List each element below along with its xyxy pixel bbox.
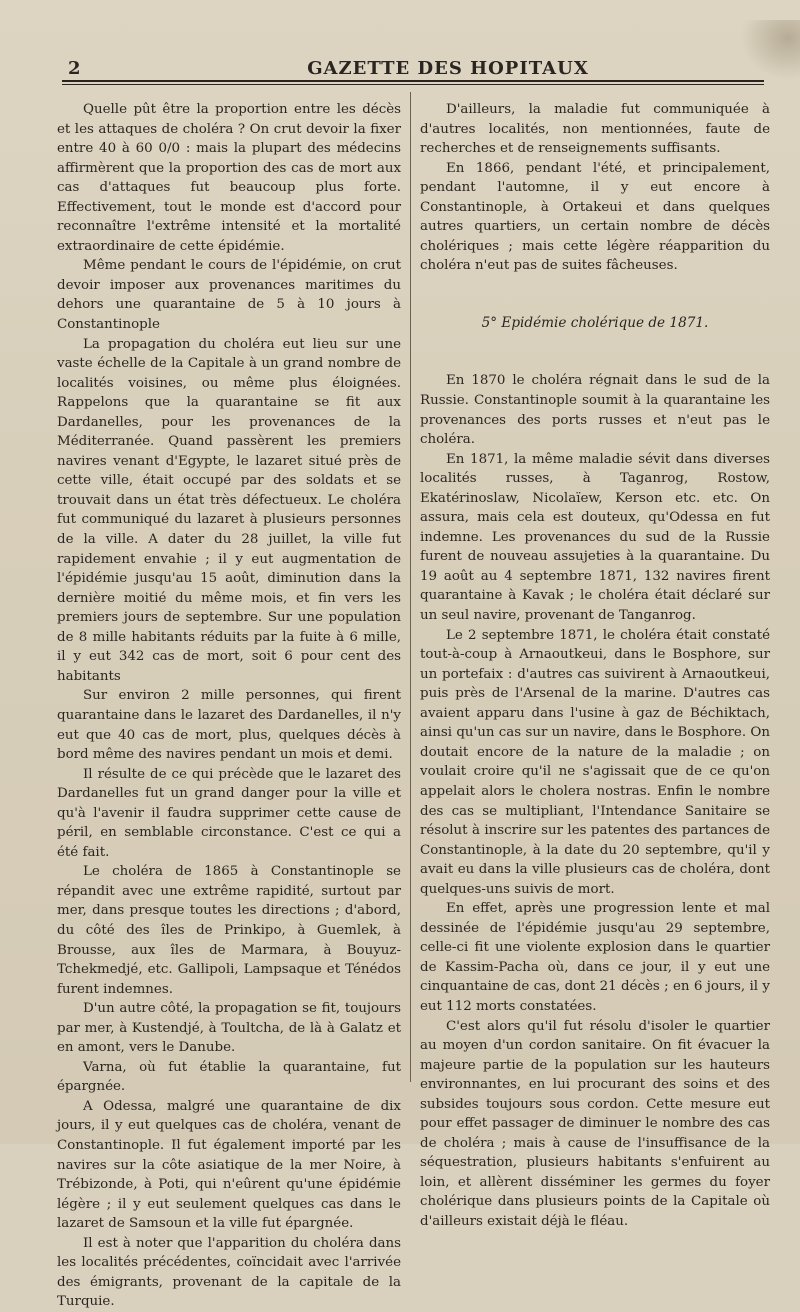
paragraph: La propagation du choléra eut lieu sur une vaste échelle de la Capitale à un grand nombre de localités voisines, ou même plus éloignées. Rappelons que la quarantaine se fit aux Dardanelles, pour les provenances de la Méditerranée. Quand passèrent les premiers navires venant d'Egypte, le lazaret situé près de cette ville, était occupé par des soldats et se trouvait dans un état très défectueux. Le choléra fut communiqué du lazaret à plusieurs personnes de la ville. A dater du 28 juillet, la ville fut rapidement envahie ; il y eut augmentation de l'épidémie jusqu'au 15 août, diminution dans la dernière moitié du même mois, et fin vers les premiers jours de septembre. Sur une population de 8 mille habitants réduits par la fuite à 6 mille, il y eut 342 cas de mort, soit 6 pour cent des habitants [57,336,401,684]
column-divider [410,92,411,1082]
paragraph: D'un autre côté, la propagation se fit, toujours par mer, à Kustendjé, à Toultcha, de là à Galatz et en amont, vers le Danube. [57,1001,401,1056]
paragraph: Même pendant le cours de l'épidémie, on crut devoir imposer aux provenances maritimes du dehors une quarantaine de 5 à 10 jours à Constantinople [57,258,401,333]
paragraph: Quelle pût être la proportion entre les décès et les attaques de choléra ? On crut devoir la fixer entre 40 à 60 0/0 : mais la plupart des médecins affirmèrent que la proportion des cas de mort aux cas d'attaques fut beaucoup plus forte. Effectivement, tout le monde est d'accord pour reconnaître l'extrême intensité et la mortalité extraordinaire de cette épidémie. [57,102,401,254]
left-column [57,100,401,1312]
header-rule-thin [62,84,764,85]
paragraph: En 1871, la même maladie sévit dans diverses localités russes, à Taganrog, Rostow, Ekatérinoslaw, Nicolaïew, Kerson etc. etc. On assura, mais cela est douteux, qu'Odessa en fut indemne. Les provenances du sud de la Russie furent de nouveau assujeties à la quarantaine. Du 19 août au 4 septembre 1871, 132 navires firent quarantaine à Kavak ; le choléra était déclaré sur un seul navire, provenant de Tanganrog. [420,451,770,624]
page-number: 2 [68,58,81,79]
page-header [62,58,764,82]
paragraph: A Odessa, malgré une quarantaine de dix jours, il y eut quelques cas de choléra, venant de Constantinople. Il fut également importé par les navires sur la côte asiatique de la mer Noire, à Trébizonde, à Poti, qui n'eûrent qu'une épidémie légère ; il y eut seulement quelques cas dans le lazaret de Samsoun et la ville fut épargnée. [57,1098,401,1232]
paragraph: Le choléra de 1865 à Constantinople se répandit avec une extrême rapidité, surtout par mer, dans presque toutes les directions ; d'abord, du côté des îles de Prinkipo, à Guemlek, à Brousse, aux îles de Marmara, à Bouyuz-Tchekmedjé, etc. Gallipoli, Lampsaque et Ténédos furent indemnes. [57,864,401,997]
page-title: GAZETTE DES HOPITAUX [307,58,589,79]
paragraph: D'ailleurs, la maladie fut communiquée à d'autres localités, non mentionnées, faute de recherches et de renseignements suffisants. [420,102,770,157]
paragraph: Sur environ 2 mille personnes, qui firent quarantaine dans le lazaret des Dardanelles, il n'y eut que 40 cas de mort, plus, quelques décès à bord même des navires pendant un mois et demi. [57,688,401,763]
paragraph: Le 2 septembre 1871, le choléra était constaté tout-à-coup à Arnaoutkeui, dans le Bosphore, sur un portefaix : d'autres cas suivirent à Arnaoutkeui, puis près de l'Arsenal de la marine. D'autres cas avaient apparu dans l'usine à gaz de Béchiktach, ainsi qu'un cas sur un navire, dans le Bosphore. On doutait encore de la nature de la maladie ; on voulait croire qu'il ne s'agissait que de ce qu'on appelait alors le cholera nostras. Enfin le nombre des cas se multipliant, l'Intendance Sanitaire se résolut à inscrire sur les patentes des partances de Constantinople, à la date du 20 septembre, qu'il y avait eu dans la ville plusieurs cas de choléra, dont quelques-uns suivis de mort. [420,627,770,897]
paragraph: En 1866, pendant l'été, et principalement, pendant l'automne, il y eut encore à Constantinople, à Ortakeui et dans quelques autres quartiers, un certain nombre de décès cholériques ; mais cette légère réapparition du choléra n'eut pas de suites fâcheuses. [420,160,770,274]
paragraph: Il résulte de ce qui précède que le lazaret des Dardanelles fut un grand danger pour la ville et qu'à l'avenir il faudra supprimer cette cause de péril, en semblable circonstance. C'est ce qui a été fait. [57,766,401,860]
section-heading: 5° Epidémie cholérique de 1871. [481,314,709,331]
paragraph: En 1870 le choléra régnait dans le sud de la Russie. Constantinople soumit à la quarantaine les provenances des ports russes et n'eut pas le choléra. [420,373,770,448]
header-rule [62,80,764,82]
right-column [420,100,770,1232]
paragraph: C'est alors qu'il fut résolu d'isoler le quartier au moyen d'un cordon sanitaire. On fit évacuer la majeure partie de la population sur les hauteurs environnantes, en lui procurant des soins et des subsides toujours sous cordon. Cette mesure eut pour effet passager de diminuer le nombre des cas de choléra ; mais à cause de l'insuffisance de la séquestration, plusieurs habitants s'enfuirent au loin, et allèrent disséminer les germes du foyer cholérique dans plusieurs points de la Capitale où d'ailleurs existait déjà le fléau. [420,1018,770,1229]
paragraph: En effet, après une progression lente et mal dessinée de l'épidémie jusqu'au 29 septembre, celle-ci fit une violente explosion dans le quartier de Kassim-Pacha où, dans ce jour, il y eut une cinquantaine de cas, dont 21 décès ; en 6 jours, il y eut 112 morts constatées. [420,901,770,1014]
paragraph: Il est à noter que l'apparition du choléra dans les localités précédentes, coïncidait avec l'arrivée des émigrants, provenant de la capitale de la Turquie. [57,1235,401,1310]
paragraph: Varna, où fut établie la quarantaine, fut épargnée. [57,1059,401,1095]
